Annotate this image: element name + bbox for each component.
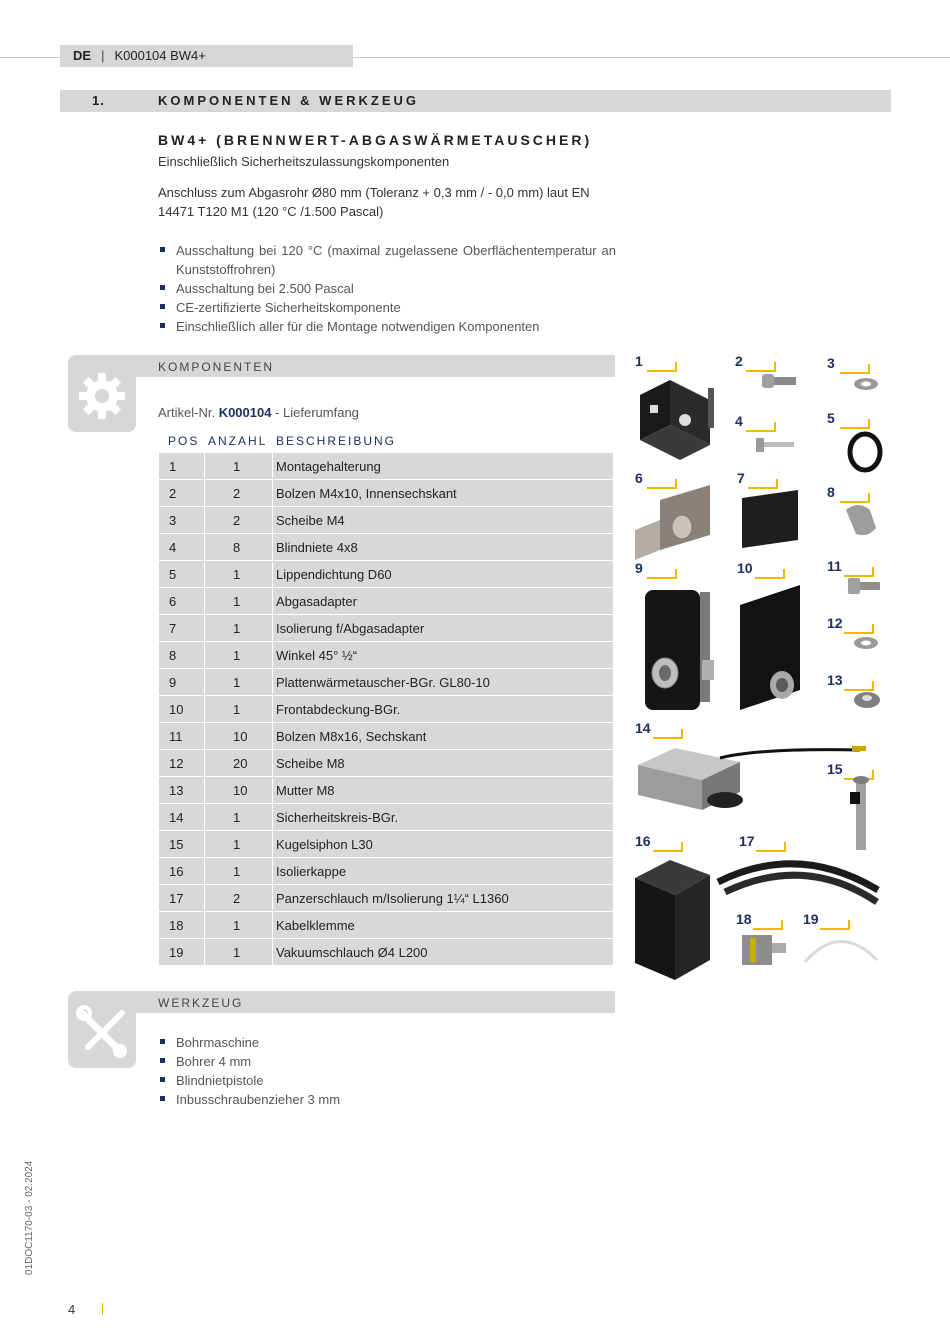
cell-description: Scheibe M4 — [273, 507, 614, 534]
cable-clamp-image — [742, 935, 786, 965]
cell-pos: 8 — [159, 642, 205, 669]
cell-pos: 11 — [159, 723, 205, 750]
cell-pos: 9 — [159, 669, 205, 696]
doc-code: 01DOC1170-03 - 02.2024 — [24, 1160, 35, 1275]
cell-qty: 1 — [205, 588, 273, 615]
insulation-cap-image — [635, 860, 710, 980]
cell-description: Bolzen M8x16, Sechskant — [273, 723, 614, 750]
table-row — [159, 453, 614, 480]
cell-description: Kabelklemme — [273, 912, 614, 939]
feature-item: Ausschaltung bei 120 °C (maximal zugelassene Oberflächentemperatur an Kunststoffrohren) — [158, 241, 616, 279]
cell-pos: 1 — [159, 453, 205, 480]
feature-item: CE-zertifizierte Sicherheitskomponente — [158, 298, 616, 317]
table-row — [159, 480, 614, 507]
picture-label-12: 12 — [827, 615, 843, 631]
picture-label-16: 16 — [635, 833, 651, 849]
table-row — [159, 750, 614, 777]
table-row — [159, 939, 614, 966]
tools-label: WERKZEUG — [158, 996, 244, 1010]
wrench-screwdriver-icon — [68, 991, 136, 1068]
table-row — [159, 615, 614, 642]
picture-label-10: 10 — [737, 560, 753, 576]
article-number: K000104 — [218, 405, 272, 420]
cell-description: Kugelsiphon L30 — [273, 831, 614, 858]
feature-item: Ausschaltung bei 2.500 Pascal — [158, 279, 616, 298]
table-row — [159, 561, 614, 588]
mounting-bracket-image — [640, 380, 714, 460]
plate-heat-exchanger-image — [645, 590, 714, 710]
cell-pos: 2 — [159, 480, 205, 507]
insulation-image — [742, 490, 798, 548]
picture-label-17: 17 — [739, 833, 755, 849]
washer-hole — [861, 382, 871, 387]
cell-qty: 1 — [205, 939, 273, 966]
picture-label-6: 6 — [635, 470, 643, 486]
col-header-pos: POS — [168, 434, 200, 448]
cell-description: Lippendichtung D60 — [273, 561, 614, 588]
article-prefix: Artikel-Nr. — [158, 405, 216, 420]
bolt-m4-image — [762, 374, 796, 388]
cell-qty: 1 — [205, 615, 273, 642]
elbow-45-image — [846, 505, 876, 535]
picture-label-9: 9 — [635, 560, 643, 576]
picture-label-2: 2 — [735, 353, 743, 369]
cell-pos: 18 — [159, 912, 205, 939]
cell-pos: 14 — [159, 804, 205, 831]
safety-circuit-image — [638, 746, 866, 810]
product-title: BW4+ (BRENNWERT-ABGASWÄRMETAUSCHER) — [158, 132, 593, 148]
tool-item: Blindnietpistole — [158, 1071, 458, 1090]
front-cover-image — [740, 585, 800, 710]
header-separator: | — [101, 48, 105, 63]
cell-qty: 1 — [205, 669, 273, 696]
picture-label-7: 7 — [737, 470, 745, 486]
picture-label-19: 19 — [803, 911, 819, 927]
table-row — [159, 858, 614, 885]
picture-label-4: 4 — [735, 413, 743, 429]
cell-qty: 1 — [205, 696, 273, 723]
cell-pos: 4 — [159, 534, 205, 561]
cell-qty: 8 — [205, 534, 273, 561]
cell-qty: 1 — [205, 561, 273, 588]
components-icon-box — [68, 355, 136, 432]
ball-siphon-image — [850, 776, 869, 850]
doc-id: K000104 BW4+ — [114, 48, 206, 63]
cell-description: Panzerschlauch m/Isolierung 1¼“ L1360 — [273, 885, 614, 912]
col-header-desc: BESCHREIBUNG — [276, 434, 397, 448]
section-number: 1. — [92, 93, 105, 108]
parts-table — [158, 452, 614, 966]
cell-qty: 10 — [205, 777, 273, 804]
tool-item: Inbusschraubenzieher 3 mm — [158, 1090, 458, 1109]
picture-label-11: 11 — [827, 558, 842, 574]
article-line — [158, 405, 359, 420]
cell-qty: 2 — [205, 507, 273, 534]
table-row — [159, 831, 614, 858]
cell-qty: 20 — [205, 750, 273, 777]
cell-pos: 7 — [159, 615, 205, 642]
cell-description: Mutter M8 — [273, 777, 614, 804]
cell-pos: 5 — [159, 561, 205, 588]
cell-pos: 13 — [159, 777, 205, 804]
picture-label-18: 18 — [736, 911, 752, 927]
components-label: KOMPONENTEN — [158, 360, 275, 374]
gear-icon — [68, 355, 136, 432]
cell-description: Plattenwärmetauscher-BGr. GL80-10 — [273, 669, 614, 696]
cell-qty: 10 — [205, 723, 273, 750]
section-title: KOMPONENTEN & WERKZEUG — [158, 93, 419, 108]
vacuum-hose-image — [805, 941, 877, 962]
cell-pos: 6 — [159, 588, 205, 615]
cell-description: Abgasadapter — [273, 588, 614, 615]
page-divider — [102, 1303, 103, 1315]
cell-description: Montagehalterung — [273, 453, 614, 480]
cell-description: Scheibe M8 — [273, 750, 614, 777]
table-row — [159, 534, 614, 561]
cell-description: Frontabdeckung-BGr. — [273, 696, 614, 723]
picture-label-15: 15 — [827, 761, 843, 777]
cell-qty: 1 — [205, 453, 273, 480]
doc-header-tab — [60, 45, 353, 67]
cell-description: Blindniete 4x8 — [273, 534, 614, 561]
nut-hole — [862, 695, 872, 701]
picture-label-5: 5 — [827, 410, 835, 426]
cell-qty: 1 — [205, 912, 273, 939]
picture-label-14: 14 — [635, 720, 651, 736]
picture-label-1: 1 — [635, 353, 643, 369]
cell-description: Isolierkappe — [273, 858, 614, 885]
language-code: DE — [73, 48, 92, 63]
table-row — [159, 642, 614, 669]
picture-label-8: 8 — [827, 484, 835, 500]
cell-qty: 2 — [205, 885, 273, 912]
table-row — [159, 696, 614, 723]
cell-pos: 3 — [159, 507, 205, 534]
cell-pos: 12 — [159, 750, 205, 777]
cell-qty: 1 — [205, 858, 273, 885]
cell-description: Isolierung f/Abgasadapter — [273, 615, 614, 642]
cell-qty: 2 — [205, 480, 273, 507]
armored-hose-image — [718, 864, 878, 902]
flue-adapter-image — [635, 485, 710, 560]
cell-pos: 10 — [159, 696, 205, 723]
table-row — [159, 777, 614, 804]
cell-qty: 1 — [205, 804, 273, 831]
feature-list — [158, 241, 616, 336]
cell-pos: 15 — [159, 831, 205, 858]
blind-rivet-image — [756, 438, 794, 452]
feature-item: Einschließlich aller für die Montage notwendigen Komponenten — [158, 317, 616, 336]
cell-description: Vakuumschlauch Ø4 L200 — [273, 939, 614, 966]
cell-pos: 17 — [159, 885, 205, 912]
cell-pos: 16 — [159, 858, 205, 885]
article-suffix: - Lieferumfang — [275, 405, 359, 420]
table-row — [159, 912, 614, 939]
cell-qty: 1 — [205, 831, 273, 858]
cell-description: Sicherheitskreis-BGr. — [273, 804, 614, 831]
table-row — [159, 804, 614, 831]
picture-label-3: 3 — [827, 355, 835, 371]
tool-item: Bohrer 4 mm — [158, 1052, 458, 1071]
product-description: Anschluss zum Abgasrohr Ø80 mm (Toleranz + 0,3 mm / - 0,0 mm) laut EN 14471 T120 M1 (120 °C /1.500 Pascal) — [158, 185, 590, 219]
component-drawings — [630, 370, 890, 985]
tools-list — [158, 1033, 458, 1109]
lip-seal-image — [850, 434, 880, 470]
col-header-qty: ANZAHL — [208, 434, 268, 448]
washer-hole — [861, 641, 871, 646]
page-number: 4 — [68, 1302, 76, 1317]
bolt-m8-image — [848, 578, 880, 594]
table-row — [159, 588, 614, 615]
picture-label-13: 13 — [827, 672, 843, 688]
tools-icon-box — [68, 991, 136, 1068]
product-subtitle: Einschließlich Sicherheitszulassungskomponenten — [158, 154, 450, 169]
cell-pos: 19 — [159, 939, 205, 966]
table-row — [159, 507, 614, 534]
cell-description: Winkel 45° ½“ — [273, 642, 614, 669]
parts-table-body — [159, 453, 614, 966]
tool-item: Bohrmaschine — [158, 1033, 458, 1052]
table-row — [159, 723, 614, 750]
cell-qty: 1 — [205, 642, 273, 669]
table-row — [159, 885, 614, 912]
table-row — [159, 669, 614, 696]
cell-description: Bolzen M4x10, Innensechskant — [273, 480, 614, 507]
